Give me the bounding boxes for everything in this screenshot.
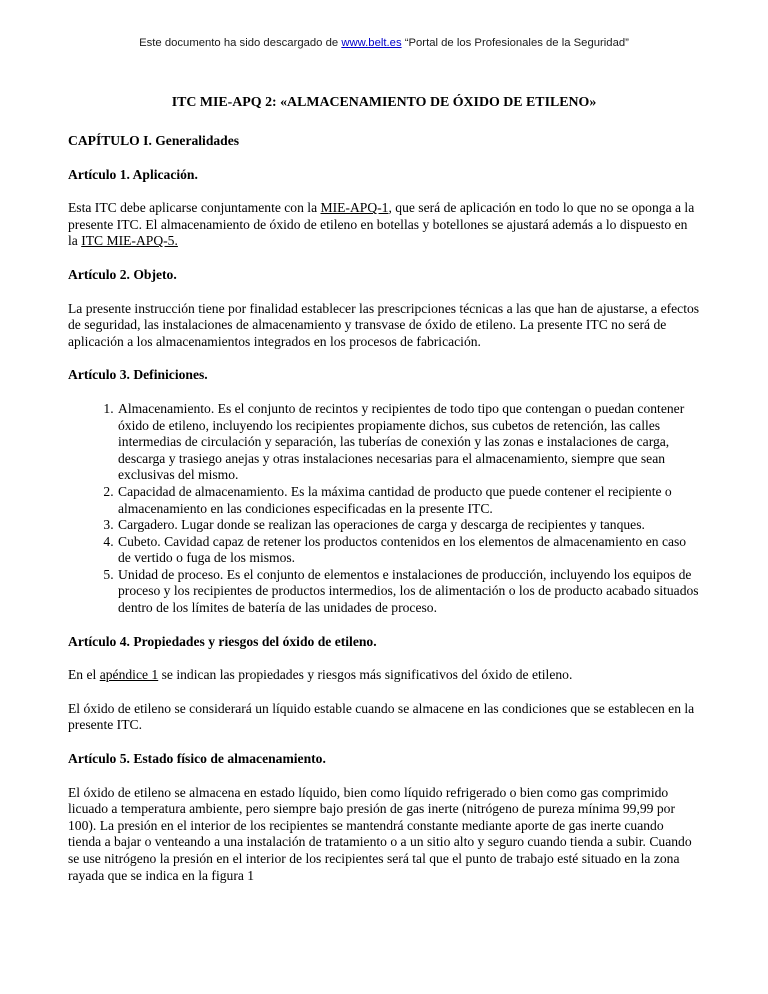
definition-item-unidad-de-proceso: 5. Unidad de proceso. Es el conjunto de elementos e instalaciones de producción, incluyendo los equipos de proceso y los recipientes de productos intermedios, los de alimentación o los de producto acabado situados dentro de los límites de batería de las unidades de proceso. bbox=[117, 567, 700, 617]
mie-apq-1-link[interactable]: MIE-APQ-1 bbox=[320, 200, 389, 216]
article-4-heading: Artículo 4. Propiedades y riesgos del óxido de etileno. bbox=[68, 633, 377, 649]
article-4-paragraph-1 bbox=[68, 667, 700, 684]
definition-item-almacenamiento: 1. Almacenamiento. Es el conjunto de recintos y recipientes de todo tipo que contengan o puedan contener óxido de etileno, incluyendo los recipientes propiamente dichos, sus cubetos de retención, las calles intermedias de circulación y separación, las tuberías de conexión y las zonas e instalaciones de carga, descarga y trasiego anejas y otras instalaciones necesarias para el almacenamiento, siempre que sean exclusivas del mismo. bbox=[117, 401, 700, 484]
article-4-paragraph-2: El óxido de etileno se considerará un líquido estable cuando se almacene en las condiciones que se establecen en la presente ITC. bbox=[68, 700, 695, 733]
definitions-list bbox=[68, 401, 700, 617]
download-notice bbox=[68, 36, 700, 50]
article-2-paragraph: La presente instrucción tiene por finalidad establecer las prescripciones técnicas a las que han de ajustarse, a efectos de seguridad, las instalaciones de almacenamiento y transvase de óxido de etileno. La presente ITC no será de aplicación a los almacenamientos integrados en los procesos de fabricación. bbox=[68, 300, 700, 349]
download-notice-suffix: “Portal de los Profesionales de la Seguridad” bbox=[401, 37, 629, 49]
article-1-paragraph bbox=[68, 200, 700, 250]
download-notice-prefix: Este documento ha sido descargado de bbox=[139, 37, 342, 49]
article-2-heading: Artículo 2. Objeto. bbox=[68, 266, 177, 282]
itc-mie-apq-5-link[interactable]: ITC MIE-APQ-5. bbox=[81, 233, 178, 249]
belt-es-link[interactable]: www.belt.es bbox=[341, 37, 402, 49]
article-3-heading: Artículo 3. Definiciones. bbox=[68, 367, 208, 383]
chapter-heading: CAPÍTULO I. Generalidades bbox=[68, 133, 240, 148]
article-5-paragraph: El óxido de etileno se almacena en estado líquido, bien como líquido refrigerado o bien como gas comprimido licuado a temperatura ambiente, pero siempre bajo presión de gas inerte (nitrógeno de pureza mínima 99,99 por 100). La presión en el interior de los recipientes se mantendrá constante mediante aporte de gas inerte cuando tienda a bajar o venteando a una instalación de tratamiento o a un sitio alto y seguro cuando tienda a subir. Cuando se use nitrógeno la presión en el interior de los recipientes será tal que el punto de trabajo esté situado en la zona rayada que se indica en la figura 1 bbox=[68, 784, 692, 883]
article-1-heading: Artículo 1. Aplicación. bbox=[68, 166, 198, 182]
definition-item-capacidad: 2. Capacidad de almacenamiento. Es la máxima cantidad de producto que puede contener el recipiente o almacenamiento en las condiciones especificadas en la presente ITC. bbox=[117, 484, 700, 517]
definition-item-cubeto: 4. Cubeto. Cavidad capaz de retener los productos contenidos en los elementos de almacenamiento en caso de vertido o fuga de los mismos. bbox=[117, 534, 700, 567]
apendice-1-link[interactable]: apéndice 1 bbox=[99, 667, 159, 683]
article-1-text-2: , que será de aplicación en todo lo que no se oponga a la presente ITC. El almacenamiento de óxido de etileno en botellas y botellones se ajustará además a lo dispuesto en la bbox=[68, 200, 695, 249]
article-5-heading: Artículo 5. Estado físico de almacenamiento. bbox=[68, 751, 326, 767]
definition-item-cargadero: 3. Cargadero. Lugar donde se realizan las operaciones de carga y descarga de recipientes y tanques. bbox=[117, 517, 700, 534]
article-4-text-1: En el bbox=[68, 667, 100, 683]
article-1-text-1: Esta ITC debe aplicarse conjuntamente con la bbox=[68, 200, 321, 216]
document-title: ITC MIE-APQ 2: «ALMACENAMIENTO DE ÓXIDO DE ETILENO» bbox=[171, 95, 597, 110]
article-4-text-2: se indican las propiedades y riesgos más significativos del óxido de etileno. bbox=[158, 667, 573, 683]
